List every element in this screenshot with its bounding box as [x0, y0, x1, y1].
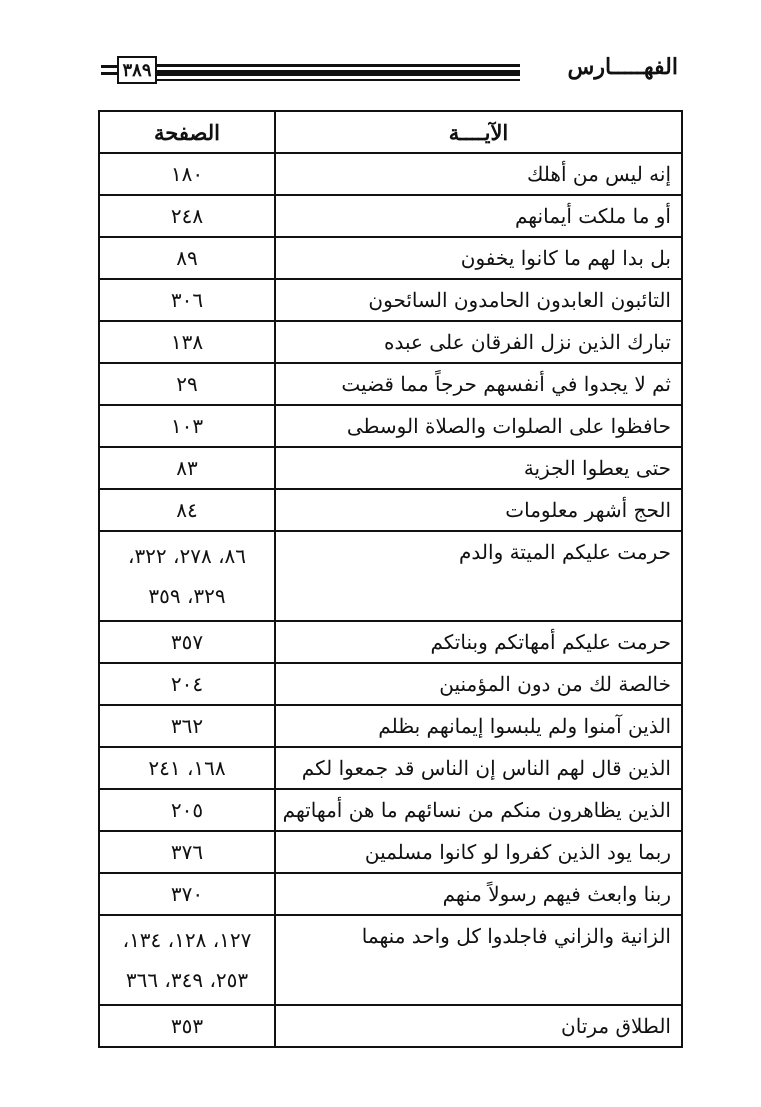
- verse-cell: أو ما ملكت أيمانهم: [275, 195, 682, 237]
- page-reference: ١٠٣: [170, 414, 204, 438]
- table-row: [99, 279, 682, 321]
- page-cell: [99, 279, 275, 321]
- page-cell: [99, 663, 275, 705]
- page-reference: ٢٩: [176, 372, 198, 396]
- verse-cell: الطلاق مرتان: [275, 1005, 682, 1047]
- table-row: [99, 747, 682, 789]
- verse-cell: ثم لا يجدوا في أنفسهم حرجاً مما قضيت: [275, 363, 682, 405]
- table-row: [99, 915, 682, 1005]
- table-row: [99, 705, 682, 747]
- header-rule: [157, 79, 520, 81]
- verse-cell: الذين يظاهرون منكم من نسائهم ما هن أمهاتهم: [275, 789, 682, 831]
- verse-cell: إنه ليس من أهلك: [275, 153, 682, 195]
- header-rule: [101, 65, 117, 68]
- page-reference: ٣٧٦: [170, 840, 204, 864]
- verse-cell: حرمت عليكم الميتة والدم: [275, 531, 682, 621]
- table-header-row: [99, 111, 682, 153]
- verse-index-table: [98, 110, 683, 1048]
- header-rule: [101, 72, 117, 75]
- page-reference: ١٨٠: [170, 162, 204, 186]
- table-row: [99, 831, 682, 873]
- page-reference: ٣٥٣: [170, 1014, 204, 1038]
- table-row: [99, 153, 682, 195]
- table-row: [99, 363, 682, 405]
- section-title: الفهـــــارس: [567, 54, 678, 80]
- verse-cell: ربنا وابعث فيهم رسولاً منهم: [275, 873, 682, 915]
- page-column-header: الصفحة: [99, 111, 275, 153]
- header-rule: [157, 64, 520, 67]
- verse-cell: حتى يعطوا الجزية: [275, 447, 682, 489]
- table-row: [99, 621, 682, 663]
- verse-cell: خالصة لك من دون المؤمنين: [275, 663, 682, 705]
- table-row: [99, 447, 682, 489]
- page-number: ٣٨٩: [117, 56, 157, 84]
- page-cell: [99, 705, 275, 747]
- header-rule: [157, 70, 520, 76]
- page-cell: [99, 195, 275, 237]
- page-cell: [99, 321, 275, 363]
- page-cell: [99, 531, 275, 621]
- page-cell: [99, 405, 275, 447]
- verse-cell: الذين قال لهم الناس إن الناس قد جمعوا لكم: [275, 747, 682, 789]
- table-row: [99, 789, 682, 831]
- table-row: [99, 663, 682, 705]
- table-row: [99, 405, 682, 447]
- table-row: [99, 489, 682, 531]
- verse-cell: التائبون العابدون الحامدون السائحون: [275, 279, 682, 321]
- verse-cell: الحج أشهر معلومات: [275, 489, 682, 531]
- page-reference: ٣٢٩، ٣٥٩: [148, 584, 226, 608]
- page-reference: ٨٤: [176, 498, 198, 522]
- page-reference: ٨٩: [176, 246, 198, 270]
- page-header: [0, 0, 761, 100]
- verse-cell: الذين آمنوا ولم يلبسوا إيمانهم بظلم: [275, 705, 682, 747]
- page-reference: ١٦٨، ٢٤١: [148, 756, 226, 780]
- page-cell: [99, 873, 275, 915]
- table-row: [99, 1005, 682, 1047]
- page-cell: [99, 1005, 275, 1047]
- verse-cell: بل بدا لهم ما كانوا يخفون: [275, 237, 682, 279]
- page-reference: ٢٤٨: [170, 204, 204, 228]
- page-reference: ٣٧٠: [170, 882, 204, 906]
- page-cell: [99, 789, 275, 831]
- page-cell: [99, 831, 275, 873]
- page-cell: [99, 153, 275, 195]
- page-cell: [99, 447, 275, 489]
- verse-column-header: الآيــــة: [275, 111, 682, 153]
- verse-cell: حافظوا على الصلوات والصلاة الوسطى: [275, 405, 682, 447]
- page-reference: ١٣٨: [170, 330, 204, 354]
- page-cell: [99, 363, 275, 405]
- page-cell: [99, 747, 275, 789]
- table-row: [99, 237, 682, 279]
- page-cell: [99, 237, 275, 279]
- table-body: [99, 153, 682, 1047]
- page-cell: [99, 621, 275, 663]
- table-row: [99, 531, 682, 621]
- table-row: [99, 195, 682, 237]
- page-reference: ٢٠٥: [170, 798, 204, 822]
- verse-cell: تبارك الذين نزل الفرقان على عبده: [275, 321, 682, 363]
- verse-cell: الزانية والزاني فاجلدوا كل واحد منهما: [275, 915, 682, 1005]
- page-reference: ٣٦٢: [170, 714, 204, 738]
- page-reference: ٢٥٣، ٣٤٩، ٣٦٦: [125, 968, 249, 992]
- table-row: [99, 873, 682, 915]
- verse-cell: حرمت عليكم أمهاتكم وبناتكم: [275, 621, 682, 663]
- page-reference: ٨٦، ٢٧٨، ٣٢٢،: [127, 544, 247, 568]
- page-cell: [99, 915, 275, 1005]
- page-reference: ٣٥٧: [170, 630, 204, 654]
- page-cell: [99, 489, 275, 531]
- page-reference: ٨٣: [176, 456, 198, 480]
- verse-cell: ربما يود الذين كفروا لو كانوا مسلمين: [275, 831, 682, 873]
- page-reference: ٣٠٦: [170, 288, 204, 312]
- table-row: [99, 321, 682, 363]
- page-reference: ١٢٧، ١٢٨، ١٣٤،: [122, 928, 252, 952]
- page-reference: ٢٠٤: [170, 672, 204, 696]
